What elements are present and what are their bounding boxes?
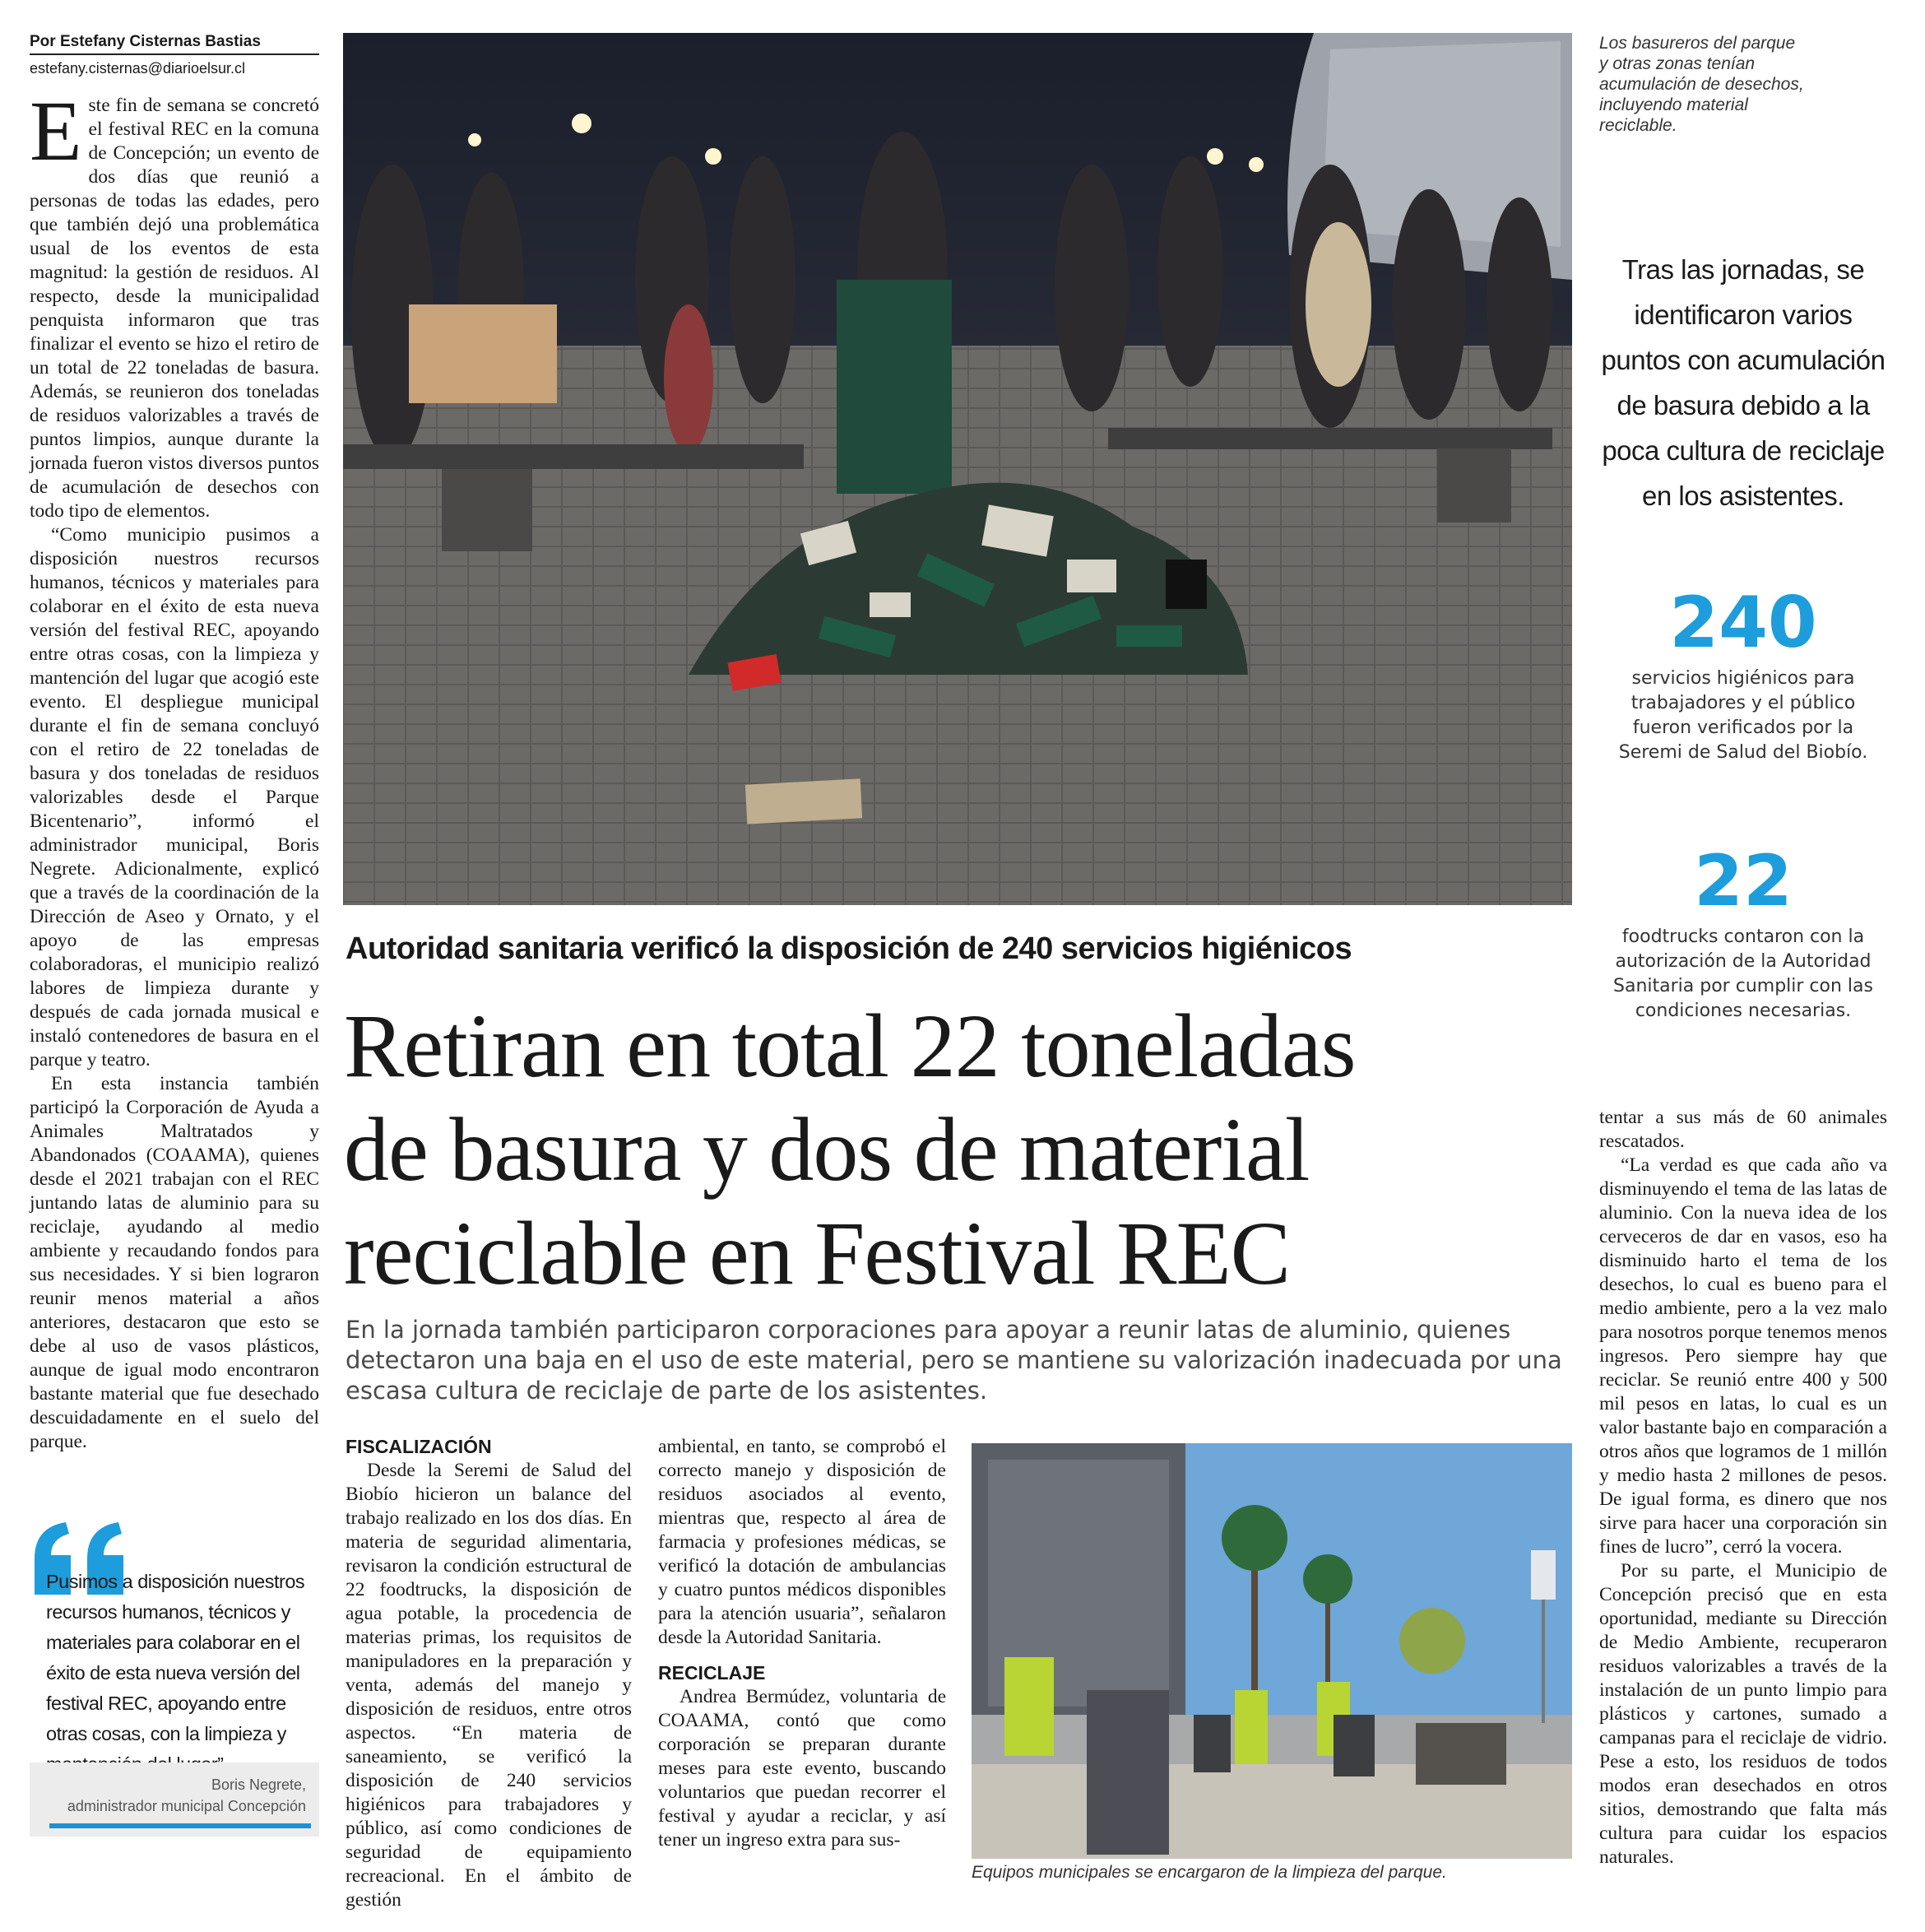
photo-illustration [343,33,1572,905]
byline [30,33,319,77]
headline-deck: En la jornada también participaron corporaciones para apoyar a reunir latas de aluminio, quienes detectaron una baja en el uso de este material, pero se mantiene su valorización inadecuada por una escasa cultura de reciclaje de parte de los asistentes. [346,1316,1562,1405]
paragraph-text: ste fin de semana se concretó el festival REC en la comuna de Concepción; un evento de dos días que reunió a personas de todas las edades, pero que también dejó una problemática usual de los eventos de esta magnitud: la gestión de residuos. Al respecto, desde la municipalidad penquista informaron que tras finalizar el evento se hizo el retiro de un total de 22 toneladas de basura. Además, se reunieron dos toneladas de residuos valorizables a través de puntos limpios, aunque durante la jornada fueron vistos diversos puntos de acumulación de desechos con todo tipo de elementos. [30,95,319,522]
quote-author-name: Boris Negrete, [211,1776,306,1793]
article-column-reciclaje [658,1435,946,1852]
quote-author-role: administrador municipal Concepción [67,1798,306,1814]
stat-number-22: 22 [1694,840,1793,922]
headline-line: reciclable en Festival REC [344,1203,1291,1303]
dropcap: E [30,84,82,179]
paragraph: En esta instancia también participó la Corporación de Ayuda a Animales Maltratados y Abandonados (COAAMA), quienes desde el 2021 trabajan con el REC juntando latas de aluminio para su reciclaje, ayudando al medio ambiente y recaudando fondos para sus necesidades. Y si bien lograron reunir menos material a años anteriores, destacaron que esto se debe al uso de vasos plásticos, aunque de igual modo encontraron bastante material que fue desechado descuidadamente en el suelo del parque. [30,1073,319,1452]
paragraph: Desde la Seremi de Salud del Biobío hicieron un balance del trabajo realizado en los dos días. En materia de seguridad alimentaria, revisaron la condición estructural de 22 foodtrucks, la disposición de agua potable, la procedencia de materias primas, los requisitos de manipuladores en la preparación y venta, además del manejo y disposición de residuos, entre otros aspectos. “En materia de saneamiento, se verificó la disposición de 240 servicios higiénicos para trabajadores y público, así como condiciones de seguridad de equipamiento recreacional. En el ámbito de gestión [346,1460,632,1911]
section-subhead: RECICLAJE [658,1662,766,1684]
quote-attribution [30,1762,319,1837]
paragraph: ambiental, en tanto, se comprobó el correcto manejo y disposición de residuos asociados al evento, mientras que, respecto al área de farmacia y profesiones médicas, se verificó la dotación de ambulancias y cuatro puntos médicos disponibles para la atención usuaria”, señalaron desde la Autoridad Sanitaria. [658,1436,946,1648]
accent-rule [49,1823,311,1828]
author-name: Por Estefany Cisternas Bastias [30,33,319,55]
cleanup-photo [972,1443,1572,1859]
paragraph: Por su parte, el Municipio de Concepción precisó que en esta oportunidad, mediante su Dirección de Medio Ambiente, recuperaron residuos valorizables a través de la instalación de un punto limpio para plásticos y cartones, sumado a campanas para el reciclaje de vidrio. Pese a esto, los residuos de todos modos eran desechados en otros sitios, demostrando que falta más cultura para cuidar los espacios naturales. [1599,1560,1887,1868]
photo-caption-top: Los basureros del parque y otras zonas tenían acumulación de desechos, incluyendo material reciclable. [1599,34,1804,135]
pull-quote [30,1516,319,1837]
article-column-right [1599,1106,1887,1869]
paragraph: “La verdad es que cada año va disminuyendo el tema de las latas de aluminio. Con la nueva idea de los cerveceros de dar en vasos, eso ha disminuido harto el tema de los desechos, lo cual es bueno para el medio ambiente, pero a la vez malo para nosotros porque tenemos menos ingresos. Pero siempre hay que reciclar. Se reunió entre 400 y 500 mil pesos en latas, lo cual es un valor bastante bajo en comparación a otros años que logramos de 1 millón y medio hasta 2 millones de pesos. De igual forma, es dinero que nos sirve para hacer una corporación sin fines de lucro”, cerró la vocera. [1599,1154,1887,1558]
callout-box: Tras las jornadas, se identificaron varios puntos con acumulación de basura debido a la poca cultura de reciclaje en los asistentes. [1601,254,1886,511]
photo-caption-bottom: Equipos municipales se encargaron de la limpieza del parque. [972,1863,1447,1882]
headline-line: de basura y dos de material [344,1099,1310,1200]
quote-text: Pusimos a disposición nuestros recursos humanos, técnicos y materiales para colaborar en el éxito de esta nueva versión del festival REC, apoyando entre otras cosas, con la limpieza y [46,1571,305,1744]
paragraph: Andrea Bermúdez, voluntaria de COAAMA, contó que como corporación se preparan durante meses para este evento, buscando voluntarios que puedan recorrer el festival y ayudar a reciclar, y así tener un ingreso extra para sus- [658,1686,946,1851]
stat-description-240: servicios higiénicos para trabajadores y el público fueron verificados por la Seremi de Salud del Biobío. [1618,668,1868,763]
headline-title [344,994,1578,1305]
stat-number-240: 240 [1669,582,1817,664]
article-column-left [30,84,319,1454]
section-subhead: FISCALIZACIÓN [346,1436,492,1457]
paragraph: “Como municipio pusimos a disposición nuestros recursos humanos, técnicos y materiales para colaborar en el éxito de esta nueva versión del festival REC, apoyando entre otras cosas, con la limpieza y mantención del lugar que acogió este evento. El despliegue municipal durante el fin de semana concluyó con el retiro de 22 toneladas de basura y dos toneladas de residuos valorizables desde el Parque Bicentenario”, informó el administrador municipal, Boris Negrete. Adicionalmente, explicó que a través de la coordinación de la Dirección de Aseo y Ornato, y el apoyo de las empresas colaboradoras, el municipio realizó labores de limpieza durante y después de cada jornada musical e instaló contenedores de basura en el parque y teatro. [30,524,319,1070]
headline-line: Retiran en total 22 toneladas [344,996,1356,1096]
article-column-fiscalizacion [346,1435,632,1912]
author-email[interactable]: estefany.cisternas@diarioelsur.cl [30,60,246,77]
photo-illustration [972,1443,1572,1859]
main-photo-garbage-pile [343,33,1572,905]
paragraph [30,84,319,523]
headline-kicker: Autoridad sanitaria verificó la disposición de 240 servicios higiénicos [346,931,1352,966]
stat-description-22: foodtrucks contaron con la autorización de la Autoridad Sanitaria por cumplir con las condiciones necesarias. [1613,927,1873,1021]
paragraph: tentar a sus más de 60 animales rescatados. [1599,1107,1887,1152]
